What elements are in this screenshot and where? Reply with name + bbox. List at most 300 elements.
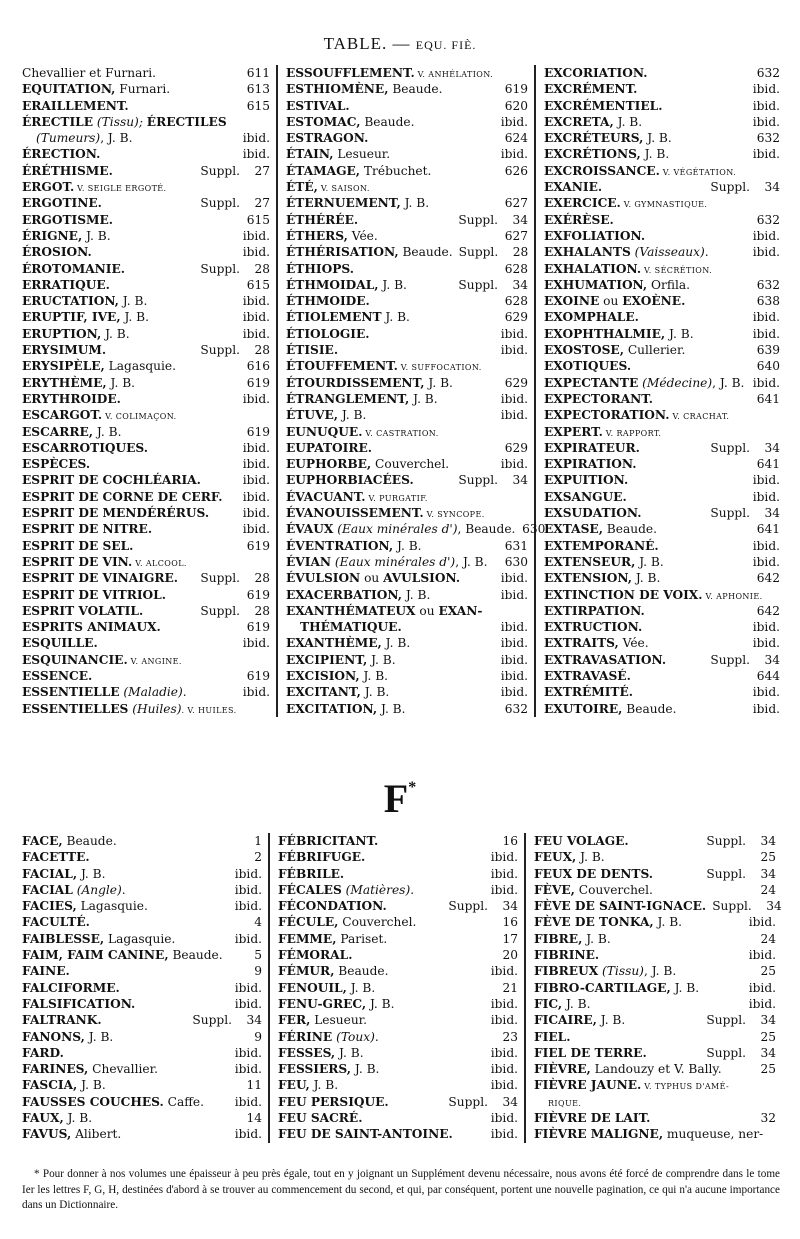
entry-ref <box>750 358 780 374</box>
entry-headword: ÉTUVE, <box>286 408 338 423</box>
entry-term <box>22 866 105 882</box>
entry-page: ibid. <box>234 996 262 1011</box>
entry-headword: ESSENTIELLES <box>22 701 129 716</box>
entry-headword: FACIAL, <box>22 866 78 881</box>
entry-headword: FIBRE, <box>534 931 583 946</box>
index-entry <box>286 424 528 440</box>
entry-supplement: Suppl. <box>458 245 499 260</box>
entry-headword: ÉTÉ, <box>286 180 318 195</box>
entry-supplement: Suppl. <box>706 834 746 848</box>
entry-ref <box>232 1077 262 1093</box>
entry-term <box>22 849 90 865</box>
entry-page: 34 <box>764 180 780 195</box>
entry-term <box>286 472 414 488</box>
footnote-text: * Pour donner à nos volumes une épaisseur à peu près égale, tout en y joignant un Supplément devenu nécessaire, nous avons été forcé de comprendre dans le tome Ier les lettres F, G, H, destinées d'abord à se trouver au commencement du second, et qui, par conséquent, portent une nouvelle pagination, ce qui n'a aucune importance dans un Dictionnaire. <box>22 1168 780 1211</box>
index-entry <box>22 603 270 619</box>
entry-page: ibid. <box>242 457 270 472</box>
entry-author: J. B. <box>309 1078 339 1093</box>
entry-headword: FICAIRE, <box>534 1013 597 1028</box>
index-entry <box>286 440 528 456</box>
entry-term <box>286 554 487 570</box>
entry-author: Beaude. <box>360 114 415 129</box>
entry-page: 619 <box>246 538 270 553</box>
entry-headword: EXHUMATION, <box>544 277 648 292</box>
entry-headword: FAIBLESSE, <box>22 931 105 946</box>
entry-page: 630 <box>522 522 546 537</box>
entry-headword: EXCISION, <box>286 668 360 683</box>
entry-term <box>286 635 410 651</box>
entry-author: J. B. <box>77 1078 106 1093</box>
entry-term <box>286 668 388 684</box>
index-column-3 <box>526 833 782 1143</box>
entry-author: . <box>121 882 126 897</box>
entry-see-also: V. ALCOOL. <box>132 558 187 568</box>
entry-see-also: V. APHONIE. <box>702 591 763 601</box>
entry-ref <box>239 309 270 325</box>
entry-term <box>22 701 237 719</box>
entry-page: ibid. <box>500 147 528 162</box>
entry-ref <box>487 882 518 898</box>
entry-ref <box>239 521 270 537</box>
entry-page: 24 <box>760 931 776 946</box>
entry-term <box>544 652 666 668</box>
index-entry <box>544 179 780 195</box>
entry-term <box>544 212 614 228</box>
entry-term <box>22 391 121 407</box>
entry-page: 23 <box>502 1029 518 1044</box>
entry-term <box>22 65 156 81</box>
index-entry <box>286 554 528 570</box>
entry-page: 641 <box>756 522 780 537</box>
entry-headword: EXCRÉMENT. <box>544 82 638 97</box>
entry-ref <box>749 619 780 635</box>
entry-headword: EXCRÉTIONS, <box>544 147 641 162</box>
index-entry <box>22 277 270 293</box>
entry-ref <box>488 947 518 963</box>
entry-page: ibid. <box>500 685 528 700</box>
entry-ref <box>231 1061 262 1077</box>
entry-headword: ÉTOURDISSEMENT, <box>286 375 425 390</box>
entry-page: 615 <box>246 98 270 113</box>
entry-headword-alt: EXOÈNE. <box>622 294 686 309</box>
entry-author: J. B. <box>582 931 611 946</box>
entry-term <box>544 179 602 195</box>
entry-supplement: Suppl. <box>200 261 240 276</box>
entry-see-also: V. VÉGÉTATION. <box>659 167 737 177</box>
index-entry <box>278 849 518 865</box>
entry-ref <box>749 684 780 700</box>
entry-author: Pariset. <box>336 931 388 946</box>
entry-page: ibid. <box>500 391 528 406</box>
entry-term <box>544 98 662 114</box>
entry-headword: EXPERT. <box>544 424 603 439</box>
entry-ref <box>487 866 518 882</box>
entry-qualifier: (Tumeurs) <box>36 131 101 146</box>
entry-supplement: Suppl. <box>712 899 752 914</box>
entry-page: 34 <box>760 1045 776 1060</box>
entry-ref <box>497 146 528 162</box>
index-entry <box>534 1126 776 1142</box>
entry-author: J. B. <box>596 1013 626 1028</box>
index-entry <box>22 521 270 537</box>
entry-term <box>22 505 209 521</box>
entry-term <box>22 456 90 472</box>
entry-page: 641 <box>756 391 780 406</box>
entry-term <box>22 244 92 260</box>
entry-term <box>534 996 591 1012</box>
index-entry <box>544 98 780 114</box>
entry-see-also: V. SÉCRÉTION. <box>641 265 713 275</box>
entry-author: J. B. <box>631 571 661 586</box>
entry-ref <box>240 358 270 374</box>
entry-term <box>22 1045 64 1061</box>
entry-qualifier: (Médecine) <box>638 375 713 390</box>
entry-author: Trébuchet. <box>360 163 432 178</box>
index-entry <box>544 603 780 619</box>
entry-ref <box>750 277 780 293</box>
entry-headword: FIÈVRE, <box>534 1062 591 1077</box>
entry-term <box>544 668 631 684</box>
entry-term <box>286 684 389 700</box>
index-entry <box>278 866 518 882</box>
index-entry <box>22 407 270 423</box>
entry-ref <box>704 652 780 668</box>
entry-term <box>544 521 657 537</box>
index-entry <box>534 1077 776 1093</box>
entry-ref <box>750 293 780 309</box>
entry-term <box>544 293 685 309</box>
entry-headword: EUPHORBIACÉES. <box>286 473 414 488</box>
entry-term <box>544 701 676 717</box>
entry-headword: ÉTAIN, <box>286 147 334 162</box>
entry-term <box>534 898 706 914</box>
entry-ref <box>497 570 528 586</box>
index-entry <box>534 898 782 914</box>
index-entry <box>278 996 518 1012</box>
entry-author: Couverchel. <box>338 915 417 930</box>
entry-headword: FIBRO-CARTILAGE, <box>534 980 671 995</box>
entry-headword: EXPIRATION. <box>544 457 637 472</box>
entry-term <box>22 440 148 456</box>
entry-page: 627 <box>504 196 528 211</box>
entry-qualifier: (Eaux minérales d') <box>331 554 456 569</box>
entry-headword: FÈVE, <box>534 882 575 897</box>
entry-ref <box>488 833 518 849</box>
entry-supplement: Suppl. <box>200 163 240 178</box>
index-entry <box>286 114 528 130</box>
entry-headword: ÉTHIOPS. <box>286 261 354 276</box>
entry-page: ibid. <box>500 652 528 667</box>
entry-term <box>278 1110 362 1126</box>
entry-ref <box>231 882 262 898</box>
entry-ref <box>487 1061 518 1077</box>
entry-ref <box>240 277 270 293</box>
entry-term <box>534 914 682 930</box>
index-entry <box>22 212 270 228</box>
entry-term <box>278 996 395 1012</box>
entry-headword: ERUPTIF, IVE, <box>22 310 121 325</box>
entry-ref <box>704 440 780 456</box>
index-entry <box>22 65 270 81</box>
entry-term <box>278 866 344 882</box>
entry-term <box>278 849 365 865</box>
entry-headword: ESTRAGON. <box>286 131 369 146</box>
index-column-2 <box>278 65 546 717</box>
index-entry <box>22 81 270 97</box>
entry-ref <box>240 375 270 391</box>
entry-headword: ÉTHERS, <box>286 228 348 243</box>
index-entry <box>22 570 270 586</box>
entry-headword: FIEL DE TERRE. <box>534 1045 647 1060</box>
entry-author: ou <box>599 294 623 309</box>
index-entry <box>544 570 780 586</box>
entry-headword: EXOINE <box>544 294 600 309</box>
index-entry <box>278 1126 518 1142</box>
entry-ref <box>745 980 776 996</box>
index-entry <box>22 619 270 635</box>
entry-page: ibid. <box>242 473 270 488</box>
index-entry <box>22 652 270 668</box>
entry-page: ibid. <box>242 228 270 243</box>
entry-page: ibid. <box>500 408 528 423</box>
entry-ref <box>240 65 270 81</box>
entry-author: Vée. <box>618 636 649 651</box>
entry-ref <box>749 244 780 260</box>
entry-term <box>286 130 368 146</box>
entry-page: 34 <box>512 277 528 292</box>
entry-author: Chevallier. <box>88 1062 158 1077</box>
entry-page: ibid. <box>242 391 270 406</box>
entry-term <box>286 619 402 635</box>
entry-supplement: Suppl. <box>200 196 240 211</box>
letter-heading-text: F <box>383 776 409 821</box>
letter-heading-mark: * <box>408 779 417 796</box>
entry-page: 629 <box>504 310 528 325</box>
entry-term <box>286 701 406 717</box>
entry-author: J. B. <box>63 1111 93 1126</box>
entry-ref <box>240 587 270 603</box>
entry-term <box>544 603 645 619</box>
entry-ref <box>239 635 270 651</box>
entry-term <box>22 326 130 342</box>
entry-ref <box>231 996 262 1012</box>
entry-term <box>544 114 642 130</box>
entry-ref <box>749 228 780 244</box>
entry-ref <box>231 866 262 882</box>
entry-headword: ESSENCE. <box>22 668 93 683</box>
entry-page: 615 <box>246 212 270 227</box>
entry-term <box>22 212 113 228</box>
entry-term <box>22 898 148 914</box>
index-column-1 <box>22 65 278 717</box>
entry-page: ibid. <box>490 1013 518 1028</box>
index-entry <box>22 882 262 898</box>
entry-headword: FACETTE. <box>22 850 90 865</box>
entry-see-also: V. SYNCOPE. <box>423 510 485 520</box>
entry-term <box>22 1110 92 1126</box>
entry-headword: ÉTHÉRÉE. <box>286 212 359 227</box>
index-entry <box>544 391 780 407</box>
entry-ref <box>498 375 528 391</box>
entry-ref <box>498 228 528 244</box>
entry-see-also: . V. HUILES. <box>181 705 237 715</box>
running-header <box>0 34 800 54</box>
entry-page: ibid. <box>500 668 528 683</box>
entry-headword: EXPIRATEUR. <box>544 440 640 455</box>
entry-term <box>22 931 175 947</box>
entry-ref <box>239 293 270 309</box>
entry-page: 632 <box>504 701 528 716</box>
entry-author: J. B. <box>640 147 670 162</box>
entry-term <box>22 342 106 358</box>
entry-headword: ERRATIQUE. <box>22 277 110 292</box>
entry-page: 28 <box>512 245 529 260</box>
entry-headword: EXTIRPATION. <box>544 603 645 618</box>
entry-term <box>22 668 92 684</box>
index-entry <box>544 81 780 97</box>
index-entry <box>286 407 528 423</box>
entry-headword: FENOUIL, <box>278 980 347 995</box>
entry-supplement: Suppl. <box>706 1045 746 1060</box>
entry-qualifier: (Maladie) <box>119 685 183 700</box>
entry-ref <box>497 342 528 358</box>
entry-headword: FIBRINE. <box>534 948 600 963</box>
entry-term <box>22 358 176 374</box>
entry-page: 34 <box>512 473 528 488</box>
entry-headword: EXCORIATION. <box>544 66 648 80</box>
entry-term <box>544 81 637 97</box>
entry-ref <box>497 407 528 423</box>
entry-term <box>534 849 605 865</box>
entry-ref <box>745 914 776 930</box>
entry-headword: EUPHORBE, <box>286 457 372 472</box>
entry-headword: FÈVE DE SAINT-IGNACE. <box>534 899 707 914</box>
entry-headword: THÉMATIQUE. <box>300 620 402 635</box>
entry-ref <box>452 212 528 228</box>
entry-page: 620 <box>504 98 528 113</box>
entry-term <box>22 228 111 244</box>
index-entry <box>544 277 780 293</box>
entry-author: . <box>182 685 187 700</box>
entry-headword: ÉVULSION <box>286 571 361 586</box>
entry-term <box>278 1029 379 1045</box>
entry-headword: EXOMPHALE. <box>544 310 639 325</box>
entry-term <box>22 833 117 849</box>
index-entry <box>278 898 518 914</box>
entry-term <box>286 195 429 211</box>
entry-headword: FER, <box>278 1013 311 1028</box>
entry-author: J. B. <box>613 114 643 129</box>
entry-term <box>22 963 70 979</box>
index-entry <box>286 684 528 700</box>
entry-term <box>286 440 372 456</box>
index-entry <box>286 538 528 554</box>
entry-headword: FIÈVRE JAUNE. <box>534 1078 642 1093</box>
index-entry <box>286 668 528 684</box>
entry-ref <box>750 342 780 358</box>
entry-term <box>544 538 659 554</box>
index-entry <box>544 326 780 342</box>
entry-ref <box>232 1110 262 1126</box>
entry-ref <box>749 701 780 717</box>
index-entry <box>22 456 270 472</box>
entry-supplement: Suppl. <box>710 506 750 521</box>
entry-author: Couverchel. <box>574 882 653 897</box>
entry-term <box>22 375 135 391</box>
entry-ref <box>240 98 270 114</box>
entry-term <box>286 652 396 668</box>
index-entry <box>22 947 262 963</box>
entry-page: ibid. <box>752 701 780 716</box>
entry-page: 34 <box>246 1013 262 1028</box>
entry-headword: ERYTHÈME, <box>22 375 107 390</box>
entry-author: J. B. <box>562 996 591 1011</box>
entry-supplement: Suppl. <box>458 473 498 488</box>
entry-headword: ESSOUFFLEMENT. <box>286 66 415 80</box>
entry-ref <box>488 980 518 996</box>
entry-ref <box>749 375 780 391</box>
entry-term <box>544 130 672 146</box>
index-entry <box>278 947 518 963</box>
entry-page: ibid. <box>752 228 780 243</box>
entry-ref <box>498 701 528 717</box>
entry-page: ibid. <box>242 310 270 325</box>
entry-headword: EXTRÉMITÉ. <box>544 685 634 700</box>
entry-headword: ÉTHMOIDAL, <box>286 277 379 292</box>
entry-ref <box>749 554 780 570</box>
index-entry <box>22 554 270 570</box>
entry-headword: EUPATOIRE. <box>286 440 373 455</box>
entry-headword: FAIM, FAIM CANINE, <box>22 948 169 963</box>
entry-ref <box>750 130 780 146</box>
entry-ref <box>194 163 270 179</box>
entry-page: 1 <box>254 834 262 848</box>
entry-author: Orfila. <box>647 277 691 292</box>
entry-ref <box>750 603 780 619</box>
entry-page: 25 <box>760 964 776 979</box>
entry-ref <box>746 849 776 865</box>
entry-ref <box>239 130 270 146</box>
entry-term <box>534 1045 647 1061</box>
entry-headword: EQUITATION, <box>22 82 116 97</box>
entry-term <box>286 326 370 342</box>
entry-page: 639 <box>756 343 780 358</box>
entry-author: J. B. <box>93 424 122 439</box>
entry-author: Beaude. <box>388 82 443 97</box>
entry-author: J. B. <box>635 554 664 569</box>
entry-page: ibid. <box>490 1111 518 1126</box>
entry-headword: ÉRIGNE, <box>22 228 83 243</box>
entry-page: ibid. <box>752 98 780 113</box>
entry-term <box>286 521 515 537</box>
entry-term <box>544 375 744 391</box>
entry-ref <box>749 98 780 114</box>
entry-page: 28 <box>254 603 270 618</box>
entry-headword: EXTASE, <box>544 522 603 537</box>
index-entry <box>22 489 270 505</box>
entry-page: 630 <box>504 554 528 569</box>
entry-headword: ESTOMAC, <box>286 114 361 129</box>
entry-page: ibid. <box>242 440 270 455</box>
entry-term <box>286 81 443 97</box>
index-entry <box>534 947 776 963</box>
entry-author: Couverchel. <box>371 457 450 472</box>
header-range: EQU. FIÈ. <box>415 38 477 52</box>
entry-ref <box>487 1012 518 1028</box>
entry-headword: FÉMORAL. <box>278 948 353 963</box>
entry-headword: ÉROTOMANIE. <box>22 261 126 276</box>
entry-term <box>278 1012 367 1028</box>
